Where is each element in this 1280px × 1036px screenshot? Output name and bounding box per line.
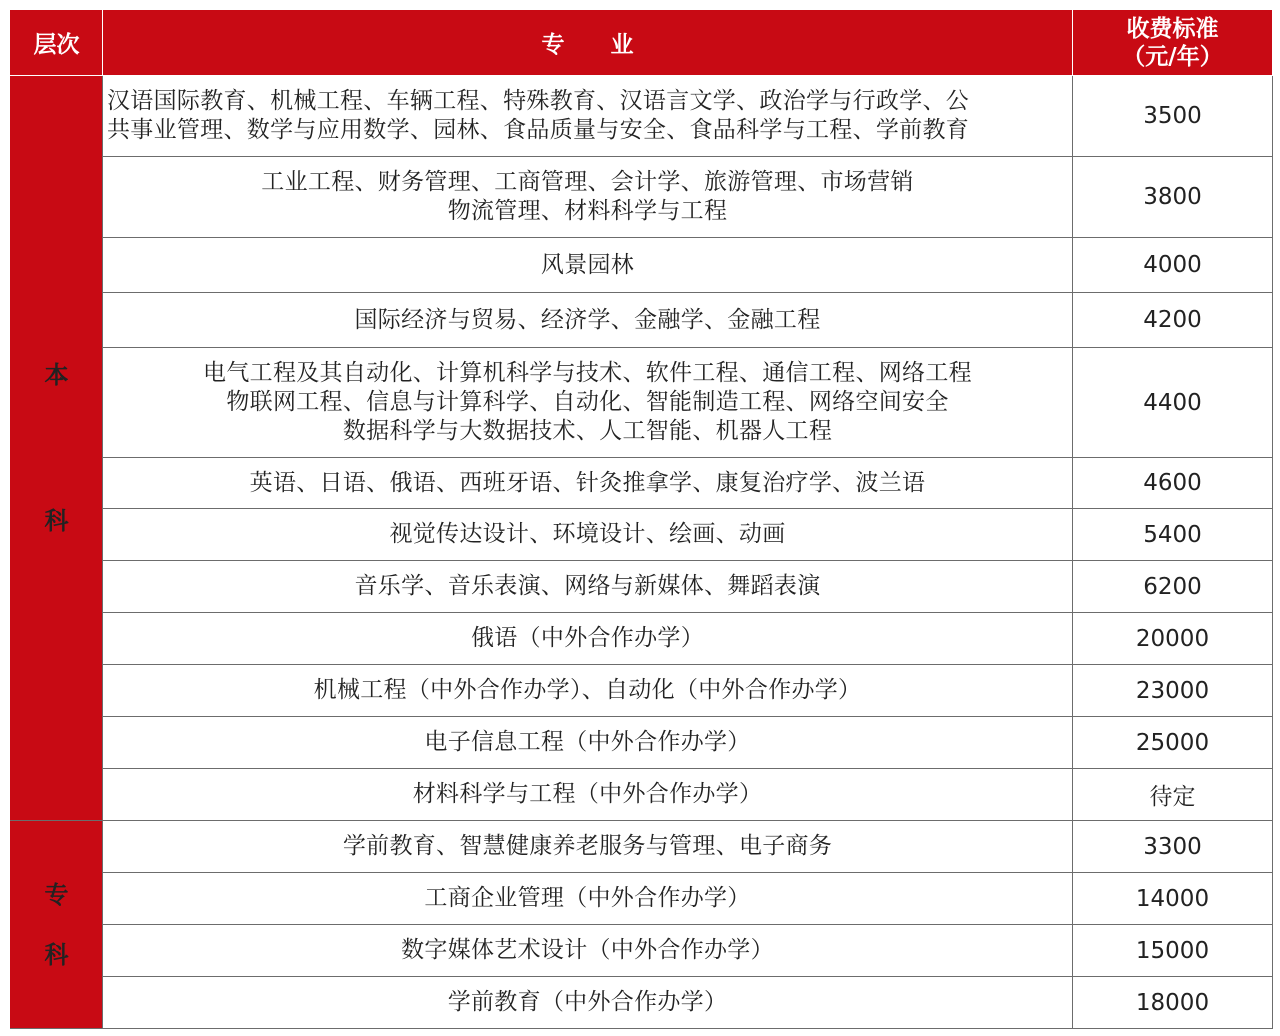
table-row [11,873,1273,925]
college-char1: 专 [44,880,69,909]
fee-cell: 23000 [1073,665,1273,717]
table-row [11,717,1273,769]
table-row [11,613,1273,665]
major-line: 物流管理、材料科学与工程 [447,198,728,224]
header-row [11,10,1273,76]
fee-cell: 6200 [1073,561,1273,613]
major-line: 数据科学与大数据技术、人工智能、机器人工程 [342,418,833,444]
major-cell [103,873,1073,925]
table-row [11,238,1273,293]
major-cell [103,157,1073,238]
college-char2: 科 [44,940,69,969]
fee-cell: 15000 [1073,925,1273,977]
major-line: 视觉传达设计、环境设计、绘画、动画 [389,521,786,547]
undergrad-char1: 本 [44,361,69,389]
fee-cell: 3500 [1073,76,1273,157]
major-line: 学前教育、智慧健康养老服务与管理、电子商务 [342,833,833,859]
major-cell [103,613,1073,665]
undergrad-level-cell [11,76,103,821]
level-header: 层次 [11,10,103,76]
table-row [11,157,1273,238]
major-line: 工业工程、财务管理、工商管理、会计学、旅游管理、市场营销 [261,169,914,195]
fee-cell: 20000 [1073,613,1273,665]
major-cell [103,238,1073,293]
table-row [11,348,1273,458]
major-line: 物联网工程、信息与计算科学、自动化、智能制造工程、网络空间安全 [226,389,949,415]
fee-header-line1: 收费标准 [1126,15,1219,42]
major-line: 材料科学与工程（中外合作办学） [412,781,763,807]
major-line: 汉语国际教育、机械工程、车辆工程、特殊教育、汉语言文学、政治学与行政学、公 [107,88,970,114]
fee-cell: 4000 [1073,238,1273,293]
fee-cell: 3300 [1073,821,1273,873]
major-line: 机械工程（中外合作办学）、自动化（中外合作办学） [313,677,862,703]
table-row [11,561,1273,613]
major-cell [103,293,1073,348]
fee-header [1073,10,1273,76]
fee-cell: 4200 [1073,293,1273,348]
table-row [11,821,1273,873]
fee-header-line2: （元/年） [1122,43,1223,70]
major-cell [103,76,1073,157]
fee-cell: 5400 [1073,509,1273,561]
major-cell [103,348,1073,458]
fee-cell: 4600 [1073,458,1273,509]
major-header-label: 专 业 [541,32,634,58]
table-row [11,509,1273,561]
major-cell [103,821,1073,873]
major-line: 英语、日语、俄语、西班牙语、针灸推拿学、康复治疗学、波兰语 [249,469,926,496]
major-line: 电气工程及其自动化、计算机科学与技术、软件工程、通信工程、网络工程 [203,360,972,386]
table-row [11,76,1273,157]
major-line: 数字媒体艺术设计（中外合作办学） [401,937,774,963]
fee-cell: 3800 [1073,157,1273,238]
major-header [103,10,1073,76]
college-level-cell [11,821,103,1029]
major-line: 电子信息工程（中外合作办学） [424,729,751,755]
major-line: 国际经济与贸易、经济学、金融学、金融工程 [354,306,821,333]
undergrad-char2: 科 [44,507,69,535]
major-cell [103,458,1073,509]
fee-cell: 待定 [1073,769,1273,821]
table-row [11,925,1273,977]
major-line: 风景园林 [540,251,635,278]
major-line: 音乐学、音乐表演、网络与新媒体、舞蹈表演 [354,573,821,599]
major-line: 工商企业管理（中外合作办学） [424,885,751,911]
major-cell [103,717,1073,769]
major-line: 俄语（中外合作办学） [471,625,704,651]
table-row [11,458,1273,509]
table-row [11,977,1273,1029]
fee-table [10,9,1273,1029]
major-cell [103,561,1073,613]
major-cell [103,977,1073,1029]
table-row [11,769,1273,821]
major-cell [103,769,1073,821]
fee-cell: 18000 [1073,977,1273,1029]
table-row [11,665,1273,717]
table-row [11,293,1273,348]
major-line: 共事业管理、数学与应用数学、园林、食品质量与安全、食品科学与工程、学前教育 [107,117,970,143]
major-cell [103,665,1073,717]
fee-cell: 4400 [1073,348,1273,458]
major-cell [103,509,1073,561]
major-cell [103,925,1073,977]
fee-cell: 14000 [1073,873,1273,925]
major-line: 学前教育（中外合作办学） [447,989,728,1015]
fee-cell: 25000 [1073,717,1273,769]
